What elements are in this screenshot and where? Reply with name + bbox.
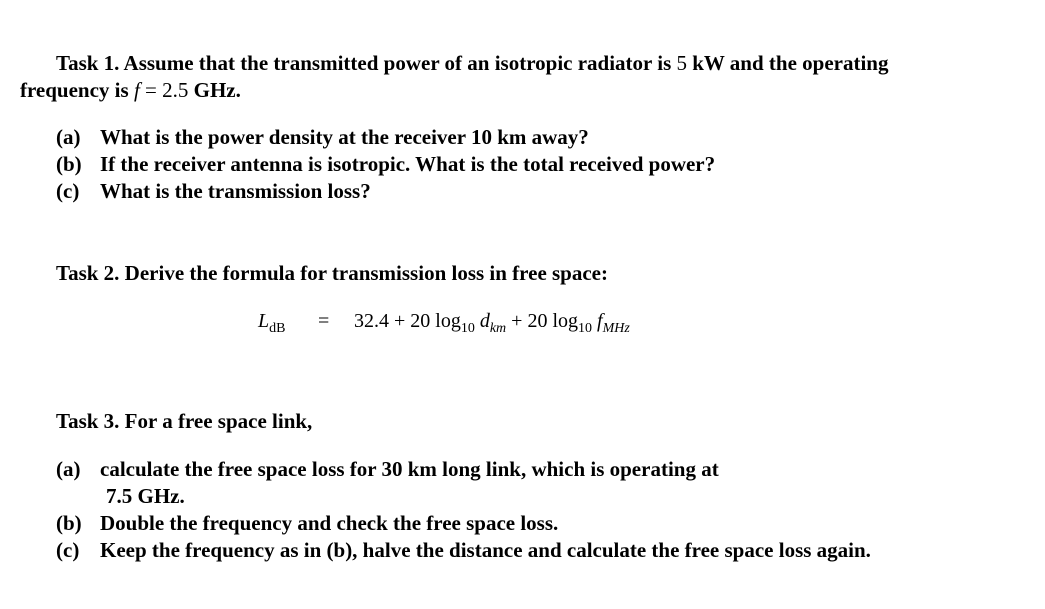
task3-item-b-label: (b) (56, 511, 82, 535)
task1-line1 (56, 50, 888, 76)
task3-item-a-text: calculate the free space loss for 30 km long link, which is operating at (100, 457, 719, 481)
task1-item-a-text: What is the power density at the receiver 10 km away? (100, 125, 589, 149)
formula-f-var: f (597, 310, 603, 332)
formula-plus: + 20 log (511, 310, 579, 332)
task3-item-c-text: Keep the frequency as in (b), halve the distance and calculate the free space loss again. (100, 538, 871, 562)
formula-equals: = (318, 310, 330, 332)
formula-lhs-sub: dB (269, 321, 286, 336)
formula-log-base1: 10 (460, 321, 475, 336)
task3-item-b-text: Double the frequency and check the free space loss. (100, 511, 559, 535)
task1-line2 (20, 77, 241, 103)
formula-lhs-var: L (258, 310, 270, 332)
formula-f-sub: MHz (602, 321, 630, 336)
task1-line1-prefix: Task 1. Assume that the transmitted power of an isotropic radiator is (56, 51, 672, 75)
task2-formula (258, 308, 285, 337)
task1-power-value: 5 (676, 51, 687, 75)
task1-item-b (56, 151, 715, 177)
task1-item-c-label: (c) (56, 179, 80, 203)
task1-line2-prefix: frequency is (20, 78, 129, 102)
task3-heading: Task 3. For a free space link, (56, 409, 313, 433)
task1-item-c-text: What is the transmission loss? (100, 179, 371, 203)
formula-d-var: d (479, 310, 490, 332)
task3-item-a-text2: 7.5 GHz. (106, 484, 185, 508)
task1-line1-suffix: kW and the operating (692, 51, 889, 75)
task1-item-b-text: If the receiver antenna is isotropic. What is the total received power? (100, 152, 716, 176)
task3-item-a (56, 456, 719, 482)
task2-formula-rhs (354, 308, 630, 337)
task1-freq-var: f (133, 78, 140, 102)
formula-log-base2: 10 (578, 321, 593, 336)
task3-item-c (56, 537, 871, 563)
task1-item-a (56, 124, 589, 150)
task3-item-c-label: (c) (56, 538, 80, 562)
formula-d-sub: km (489, 321, 507, 336)
task2-heading: Task 2. Derive the formula for transmission loss in free space: (56, 261, 608, 285)
task3-item-a-label: (a) (56, 457, 81, 481)
formula-const: 32.4 + 20 log (354, 310, 461, 332)
task1-item-a-label: (a) (56, 125, 81, 149)
task1-item-b-label: (b) (56, 152, 82, 176)
task1-line2-suffix: GHz. (193, 78, 241, 102)
task1-freq-eq: = 2.5 (145, 78, 189, 102)
task3-item-b (56, 510, 558, 536)
task1-item-c (56, 178, 371, 204)
